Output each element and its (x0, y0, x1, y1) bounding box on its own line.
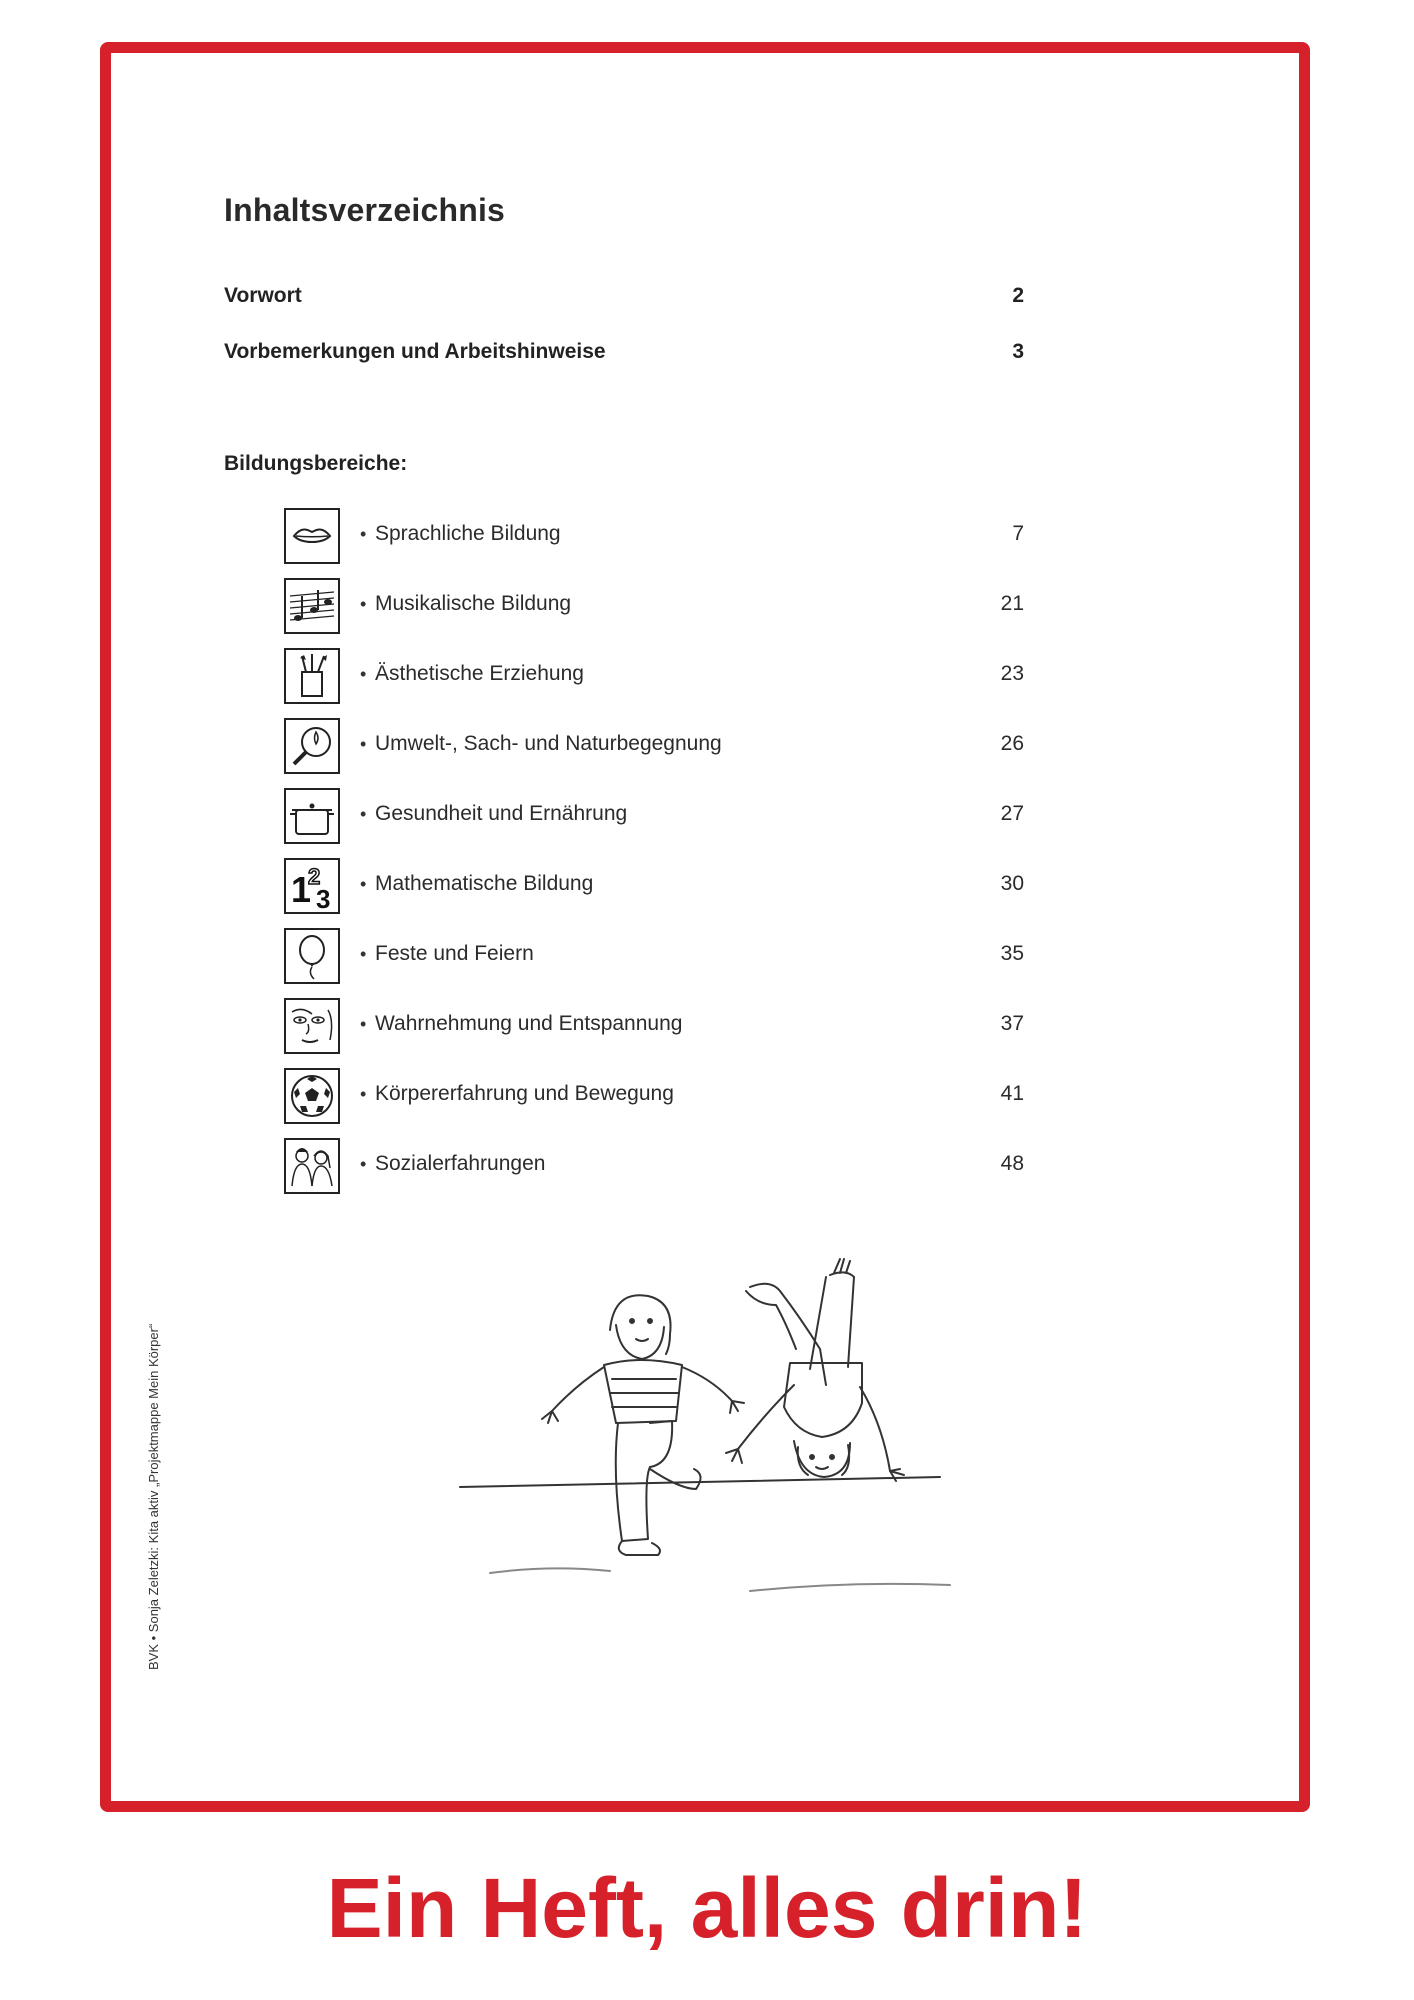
bullet: • (360, 664, 367, 684)
toc-entry-sprachliche-bildung[interactable] (284, 508, 1024, 566)
toc-line-label: Vorbemerkungen und Arbeitshinweise (224, 340, 606, 363)
toc-line-vorwort[interactable] (224, 284, 1024, 308)
entry-label: Sprachliche Bildung (375, 522, 561, 545)
bullet: • (360, 1154, 367, 1174)
entry-label: Mathematische Bildung (375, 872, 594, 895)
entry-page: 30 (1000, 872, 1024, 895)
toc-line-label: Vorwort (224, 284, 302, 307)
face-icon (284, 998, 340, 1054)
entry-page: 37 (1000, 1012, 1024, 1035)
entry-label: Umwelt-, Sach- und Naturbegegnung (375, 732, 722, 755)
music-notes-icon (284, 578, 340, 634)
magnifier-icon (284, 718, 340, 774)
entry-label: Sozialerfahrungen (375, 1152, 546, 1175)
entry-label: Gesundheit und Ernährung (375, 802, 628, 825)
toc-entry-mathematische-bildung[interactable] (284, 858, 1024, 916)
numbers-icon-digit-2: 2 (308, 864, 321, 889)
entry-label: Feste und Feiern (375, 942, 534, 965)
cooking-pot-icon (284, 788, 340, 844)
slogan: Ein Heft, alles drin! (326, 1861, 1088, 1955)
toc-entry-gesundheit-ernaehrung[interactable] (284, 788, 1024, 846)
football-icon (284, 1068, 340, 1124)
entry-label: Körpererfahrung und Bewegung (375, 1082, 674, 1105)
toc-line-page: 2 (1012, 284, 1024, 307)
toc-entry-sozialerfahrungen[interactable] (284, 1138, 1024, 1196)
entry-page: 41 (1000, 1082, 1024, 1105)
bullet: • (360, 804, 367, 824)
toc-entry-koerpererfahrung-bewegung[interactable] (284, 1068, 1024, 1126)
brush-cup-icon (284, 648, 340, 704)
entry-page: 7 (1012, 522, 1024, 545)
bullet: • (360, 734, 367, 754)
toc-entry-aesthetische-erziehung[interactable] (284, 648, 1024, 706)
toc-entry-wahrnehmung-entspannung[interactable] (284, 998, 1024, 1056)
entry-page: 21 (1000, 592, 1024, 615)
toc-line-page: 3 (1012, 340, 1024, 363)
entry-page: 23 (1000, 662, 1024, 685)
entry-label: Musikalische Bildung (375, 592, 572, 615)
toc-entry-umwelt-sach-naturbegegnung[interactable] (284, 718, 1024, 776)
numbers-icon-digit-3: 3 (316, 884, 331, 910)
children-playing-illustration (450, 1255, 990, 1615)
bullet: • (360, 594, 367, 614)
entry-page: 27 (1000, 802, 1024, 825)
bullet: • (360, 874, 367, 894)
entry-page: 35 (1000, 942, 1024, 965)
numbers-icon-digit-1: 1 (291, 869, 312, 910)
toc-entry-feste-und-feiern[interactable] (284, 928, 1024, 986)
entry-label: Ästhetische Erziehung (375, 662, 584, 685)
entry-page: 26 (1000, 732, 1024, 755)
bullet: • (360, 944, 367, 964)
lips-icon (284, 508, 340, 564)
toc-title: Inhaltsverzeichnis (224, 192, 506, 228)
toc-line-vorbemerkungen[interactable] (224, 340, 1024, 364)
side-credit: BVK • Sonja Zeletzki: Kita aktiv „Projektmappe Mein Körper“ (146, 1323, 161, 1670)
section-label: Bildungsbereiche: (224, 452, 408, 475)
bullet: • (360, 1014, 367, 1034)
bullet: • (360, 1084, 367, 1104)
bullet: • (360, 524, 367, 544)
toc-entry-musikalische-bildung[interactable] (284, 578, 1024, 636)
entry-page: 48 (1000, 1152, 1024, 1175)
balloon-icon (284, 928, 340, 984)
numbers-icon (284, 858, 340, 914)
entry-label: Wahrnehmung und Entspannung (375, 1012, 683, 1035)
people-icon (284, 1138, 340, 1194)
